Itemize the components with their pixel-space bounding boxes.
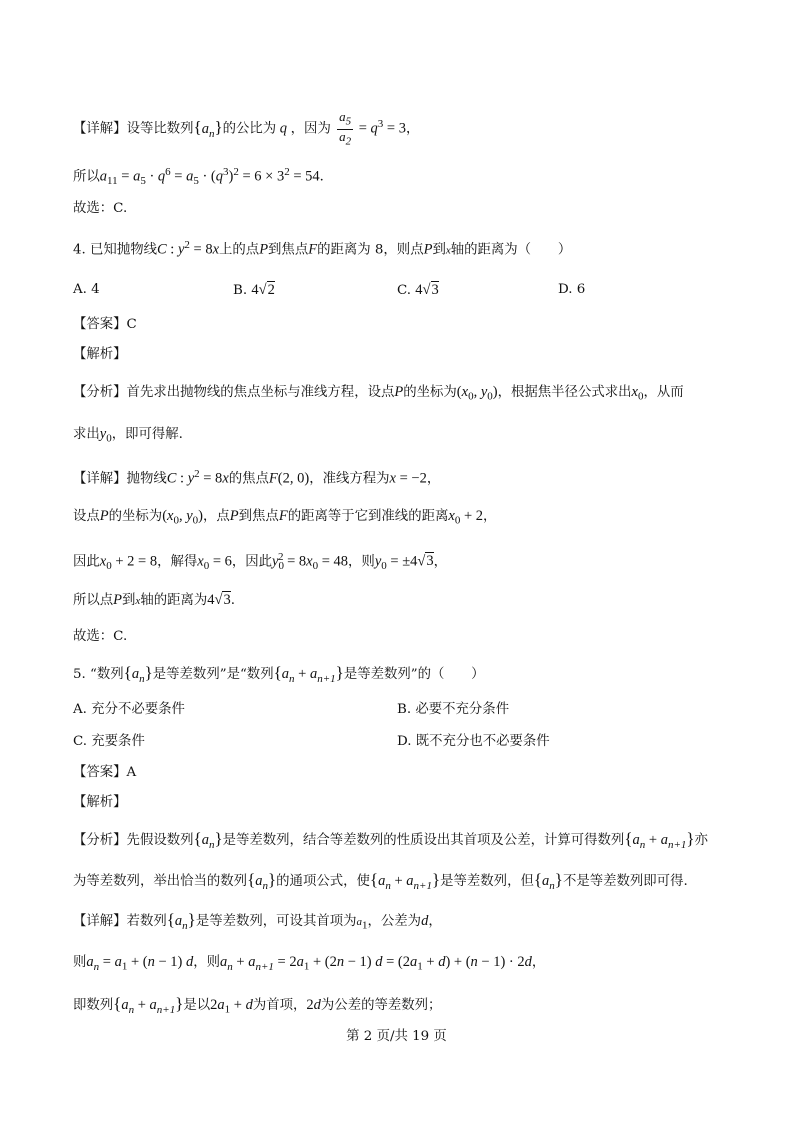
detail-line-1: 【详解】设等比数列$\{a_n\}$的公比为 q ，因为 $\frac{a_5}{a_2}$ = $q^3 = 3$， [73, 109, 420, 148]
detail-4-line-1: 【详解】抛物线C : $y^2 = 8x$的焦点F(2, 0)，准线方程为x = −2， [73, 468, 441, 487]
analysis-4-heading: 【解析】 [73, 347, 127, 362]
q4-option-a: A. 4 [73, 282, 100, 297]
q4-option-d: D. 6 [558, 282, 586, 297]
detail-5-line-2: 则$a_n = a_1 + (n - 1)$ d，则$a_n + a_{n+1} = 2a_1 + (2n - 1) d = (2a_1 + d) + (n - 1) \cdot 2d$， [73, 954, 546, 973]
answer-choice-line-1: 故选：C. [73, 201, 128, 216]
detail-5-line-1: 【详解】若数列$\{a_n\}$是等差数列，可设其首项为$a_1$，公差为d， [73, 910, 442, 932]
detail-4-line-2: 设点P的坐标为($x_0$, $y_0$)，点P到焦点F的距离等于它到准线的距离$x_0 + 2$， [73, 508, 497, 527]
analysis-5-line-2: 为等差数列，举出恰当的数列$\{a_n\}$的通项公式，使$\{a_n + a_{n+1}\}$是等差数列，但$\{a_n\}$不是等差数列即可得. [73, 870, 688, 892]
detail-4-line-3: 因此$x_0 + 2 = 8$，解得$x_0 = 6$，因此$y_0^2 = 8x_0 = 48$，则$y_0 = \pm 4√3$， [73, 551, 447, 573]
q5-option-d: D. 既不充分也不必要条件 [397, 734, 550, 749]
q4-option-c: C. 4√3 [397, 282, 439, 298]
q5-option-c: C. 充要条件 [73, 734, 145, 749]
q5-option-a: A. 充分不必要条件 [73, 702, 185, 717]
answer-5: 【答案】A [73, 765, 137, 780]
answer-4: 【答案】C [73, 317, 137, 332]
detail-line-2: 所以$a_{11} = a_5 \cdot q^6 = a_5 \cdot (q^3)^2 = 6 \times 3^2 = 54$． [73, 166, 334, 188]
question-4: 4. 已知抛物线C : $y^2 = 8x$上的点P到焦点F的距离为 8，则点P到x轴的距离为（ ） [73, 239, 572, 258]
detail-5-line-3: 即数列$\{a_n + a_{n+1}\}$是以$2a_1 + d$为首项，2d为公差的等差数列； [73, 994, 442, 1016]
q4-option-b: B. 4√2 [233, 282, 275, 298]
analysis-5-line-1: 【分析】先假设数列$\{a_n\}$是等差数列，结合等差数列的性质设出其首项及公差，计算可得数列$\{a_n + a_{n+1}\}$亦 [73, 829, 708, 851]
question-5: 5. “数列$\{a_n\}$是等差数列”是“数列$\{a_n + a_{n+1}\}$是等差数列”的（ ） [73, 663, 485, 685]
answer-choice-line-4: 故选：C. [73, 629, 128, 644]
q5-option-b: B. 必要不充分条件 [397, 702, 510, 717]
analysis-4-line-2: 求出$y_0$，即可得解. [73, 426, 183, 445]
analysis-5-heading: 【解析】 [73, 795, 127, 810]
page-footer: 第 2 页/共 19 页 [346, 1029, 447, 1044]
analysis-4-line-1: 【分析】首先求出抛物线的焦点坐标与准线方程，设点P的坐标为($x_0$, $y_0$)，根据焦半径公式求出$x_0$，从而 [73, 384, 684, 403]
detail-4-line-4: 所以点P到x轴的距离为4√3. [73, 592, 235, 608]
fraction-a5-a2: $\frac{a_5}{a_2}$ [339, 109, 352, 148]
